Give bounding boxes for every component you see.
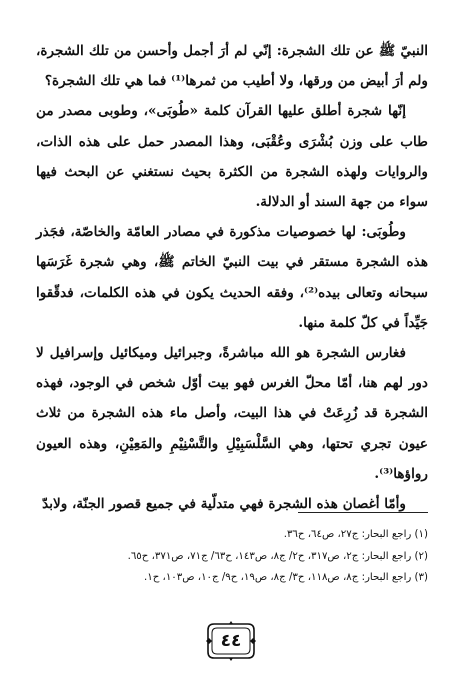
footnote: (٣) راجع البحار: ج٨، ص١١٨، ح٣/ ج٨، ص١٩، ح٩/ ج١٠، ص١٠٣، ح١. bbox=[143, 572, 428, 583]
page-number: ٤٤ bbox=[204, 620, 258, 662]
footnotes bbox=[36, 524, 428, 589]
footnote-divider bbox=[298, 512, 428, 513]
footnote: (٢) راجع البحار: ج٢، ص٣١٧، ح٢/ ج٨، ص١٤٣، ح٦٣/ ج٧١، ص٣٧١، ح٦٥. bbox=[127, 550, 428, 562]
paragraph: إنّها شجرة أطلق عليها القرآن كلمة «طُوبَى»، وطوبى مصدر من طاب على وزن بُشْرَى وعُقْبَى، وهذا المصدر حمل على هذه الذات، والروايات ولهذه الشجرة من الكثرة بحيث نستغني عن البحث فيها سواء من جهة السند أو الدلالة. bbox=[36, 103, 428, 211]
paragraph: وطُوبَى: لها خصوصيات مذكورة في مصادر العامّة والخاصّة، فجَذر هذه الشجرة مستقر في بيت النبيّ الخاتم ﷺ، وهي شجرة غَرَسَها سبحانه وتعالى بيده⁽²⁾، وفقه الحديث يكون في هذه الكلمات، فدقّقوا جَيِّداً في كلّ كلمة منها. bbox=[36, 224, 428, 331]
paragraph: النبيّ ﷺ عن تلك الشجرة: إنّي لم أرَ أجمل وأحسن من تلك الشجرة، ولم أرَ أبيض من ورقها، ولا أطيب من ثمرها⁽¹⁾ فما هي تلك الشجرة؟ bbox=[36, 43, 428, 90]
footnote: (١) راجع البحار: ج٢٧، ص٦٤، ح٣٦. bbox=[283, 529, 428, 540]
paragraph: وأمّا أغصان هذه الشجرة فهي متدلّية في جميع قصور الجنّة، ولابدّ bbox=[42, 496, 406, 513]
main-text bbox=[36, 36, 428, 519]
paragraph: فغارس الشجرة هو الله مباشرةً، وجبرائيل وميكائيل وإسرافيل لا دور لهم هنا، أمّا محلّ الغرس فهو بيت أوّل شخص في الوجود، فهذه الشجرة قد زُرِعَتْ في هذا البيت، وأصل ماء هذه الشجرة من ثلاث عيون تجري تحتها، وهي السَّلْسَبِيْلِ والتَّسْنِيْمِ والمَعِيْنِ، وهذه العيون رواؤها⁽³⁾. bbox=[36, 345, 428, 482]
